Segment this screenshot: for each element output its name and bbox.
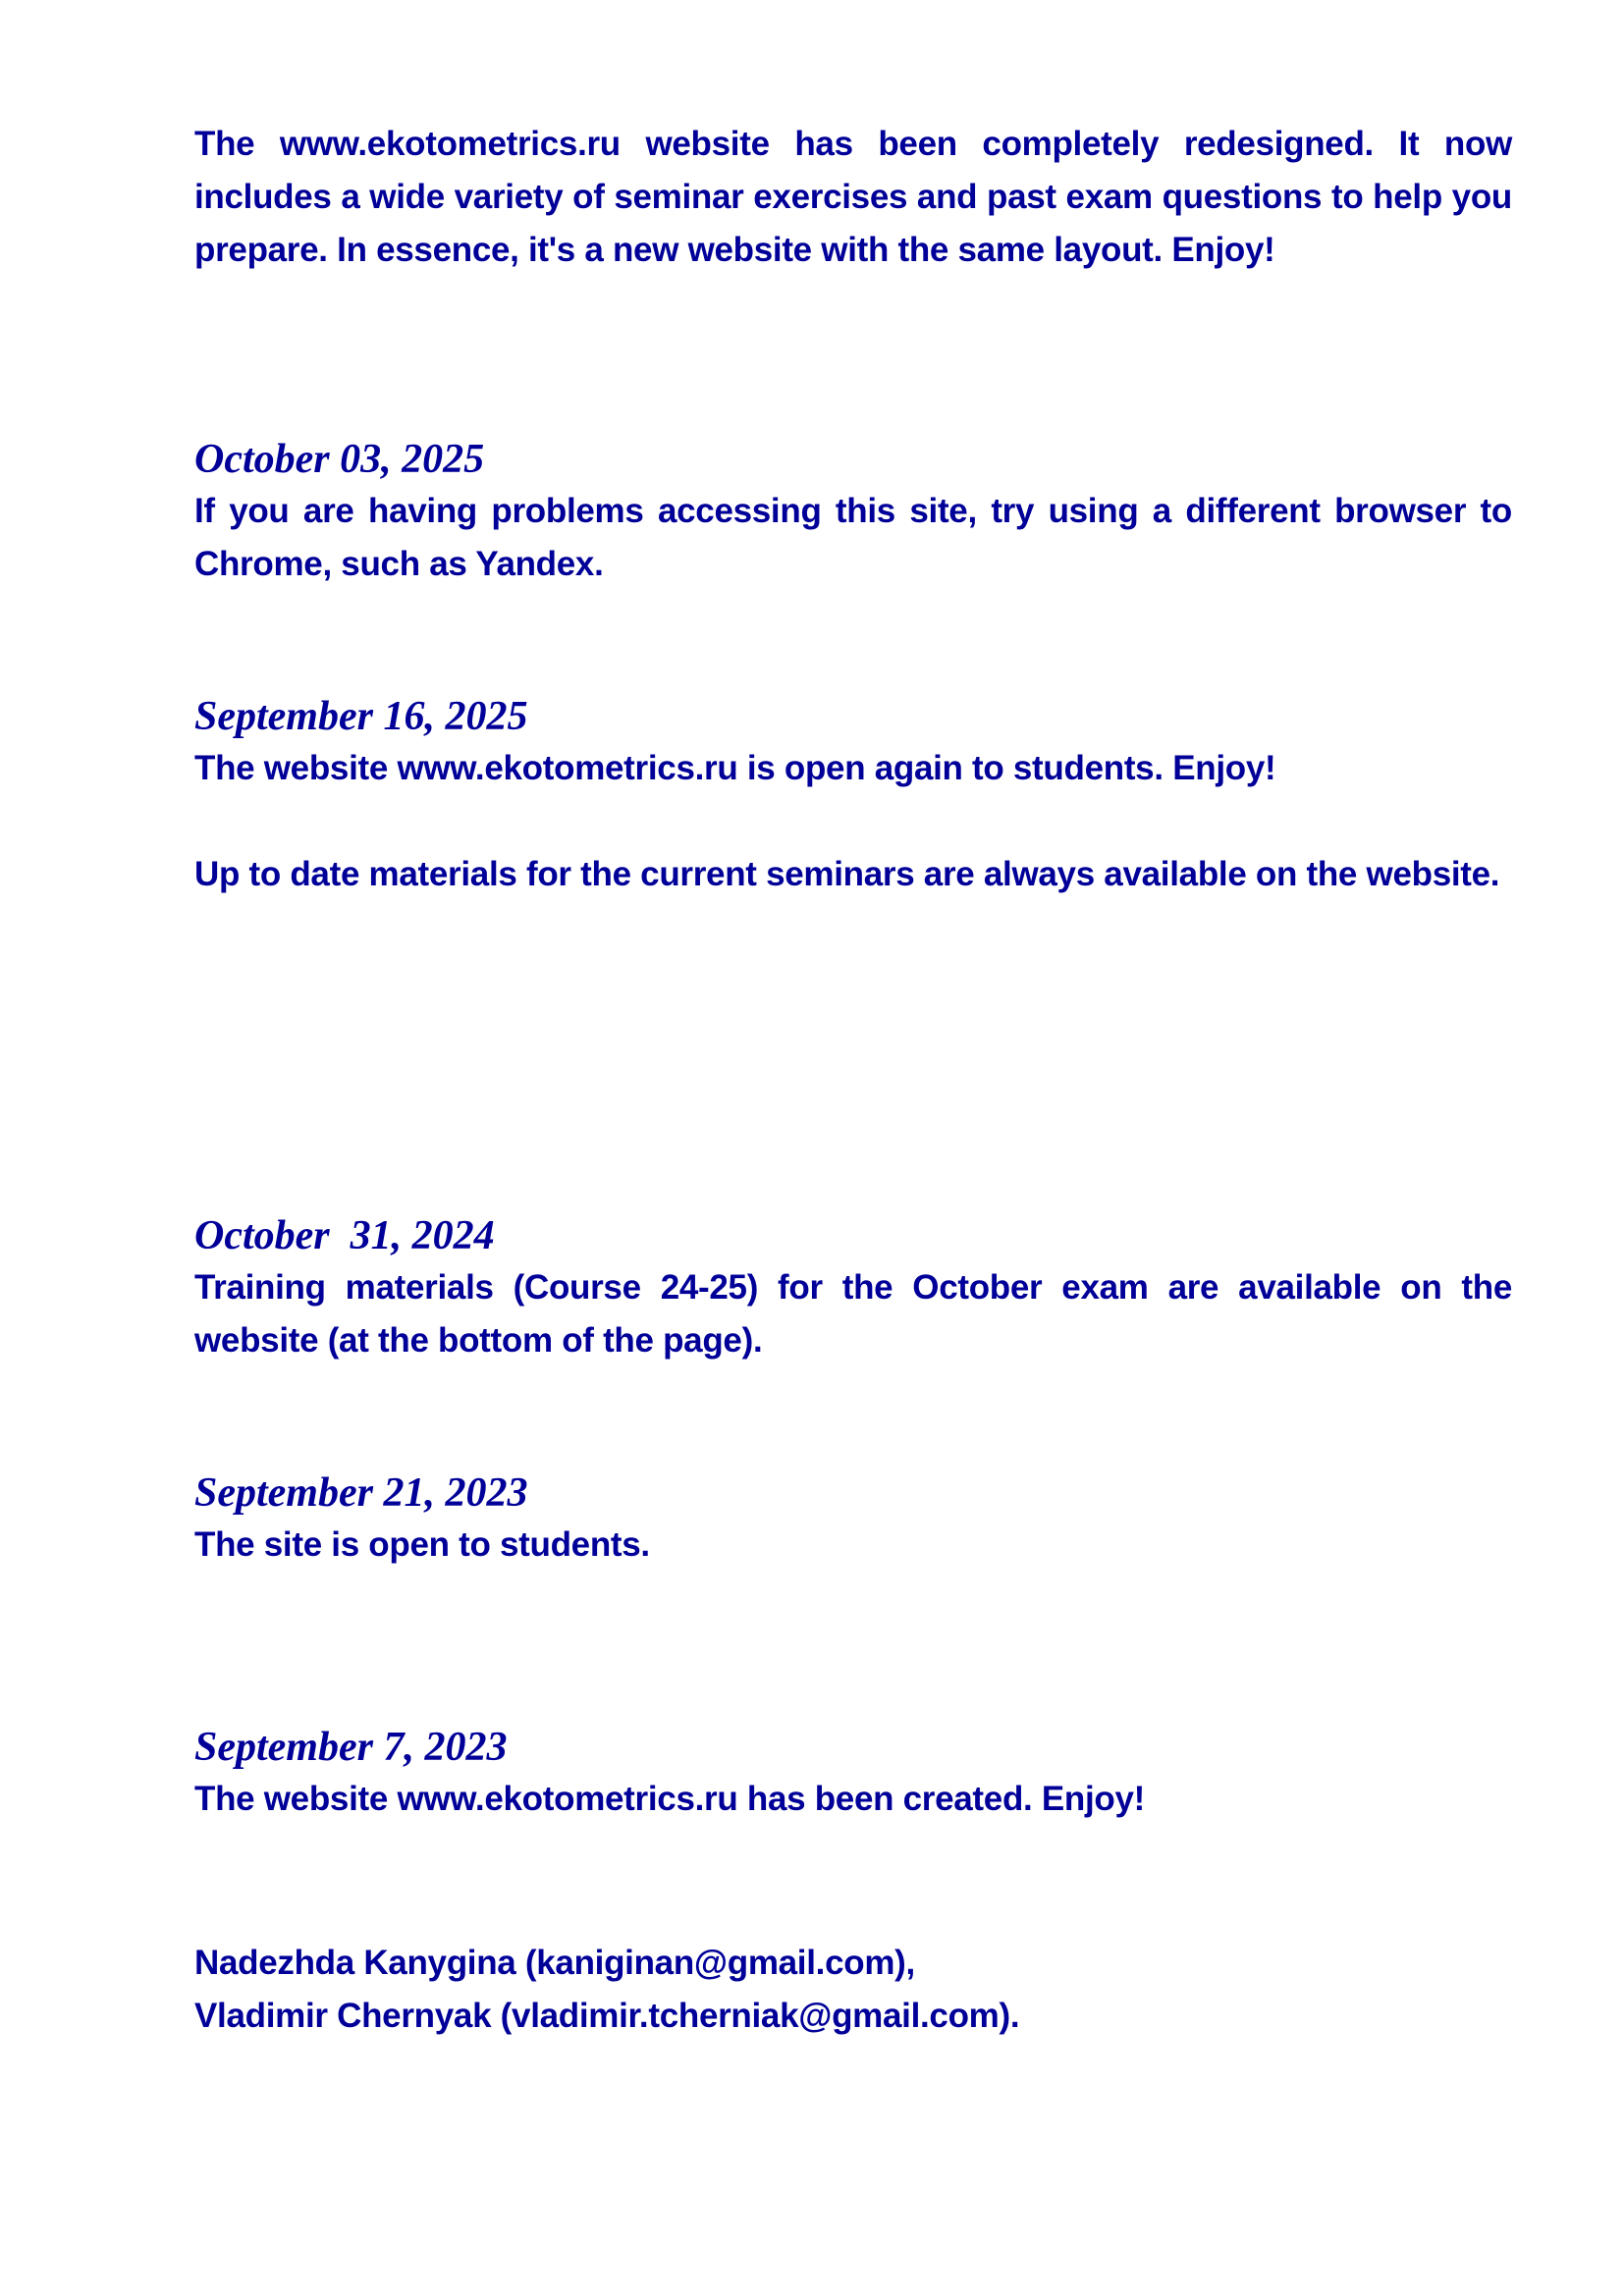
news-item [194, 434, 1512, 591]
news-item [194, 1468, 1512, 1572]
news-date: October 31, 2024 [194, 1213, 495, 1258]
news-paragraph: Up to date materials for the current seminars are always available on the website. [194, 855, 1500, 893]
news-item [194, 1722, 1512, 1826]
news-date: September 16, 2025 [194, 694, 528, 739]
news-paragraph: The site is open to students. [194, 1525, 650, 1564]
signature [194, 1937, 1512, 2043]
signature-line-chernyak: Vladimir Chernyak (vladimir.tcherniak@gmail.com). [194, 1997, 1020, 2035]
signature-line-kanygina: Nadezhda Kanygina (kaniginan@gmail.com), [194, 1944, 915, 1982]
news-paragraph: The website www.ekotometrics.ru has been created. Enjoy! [194, 1780, 1146, 1818]
news-item [194, 691, 1512, 901]
news-date: September 7, 2023 [194, 1725, 508, 1770]
news-paragraph: Training materials (Course 24-25) for the October exam are available on the website (at the bottom of the page). [194, 1268, 1512, 1360]
news-paragraph: If you are having problems accessing this site, try using a different browser to Chrome, such as Yandex. [194, 492, 1512, 583]
intro-section [194, 118, 1512, 277]
news-paragraph: The website www.ekotometrics.ru is open again to students. Enjoy! [194, 749, 1276, 787]
news-date: September 21, 2023 [194, 1470, 528, 1516]
intro-paragraph: The www.ekotometrics.ru website has been completely redesigned. It now includes a wide variety of seminar exercises and past exam questions to help you prepare. In essence, it's a new website with the same layout. Enjoy! [194, 125, 1512, 269]
news-date: October 03, 2025 [194, 437, 485, 482]
news-item [194, 1210, 1512, 1367]
